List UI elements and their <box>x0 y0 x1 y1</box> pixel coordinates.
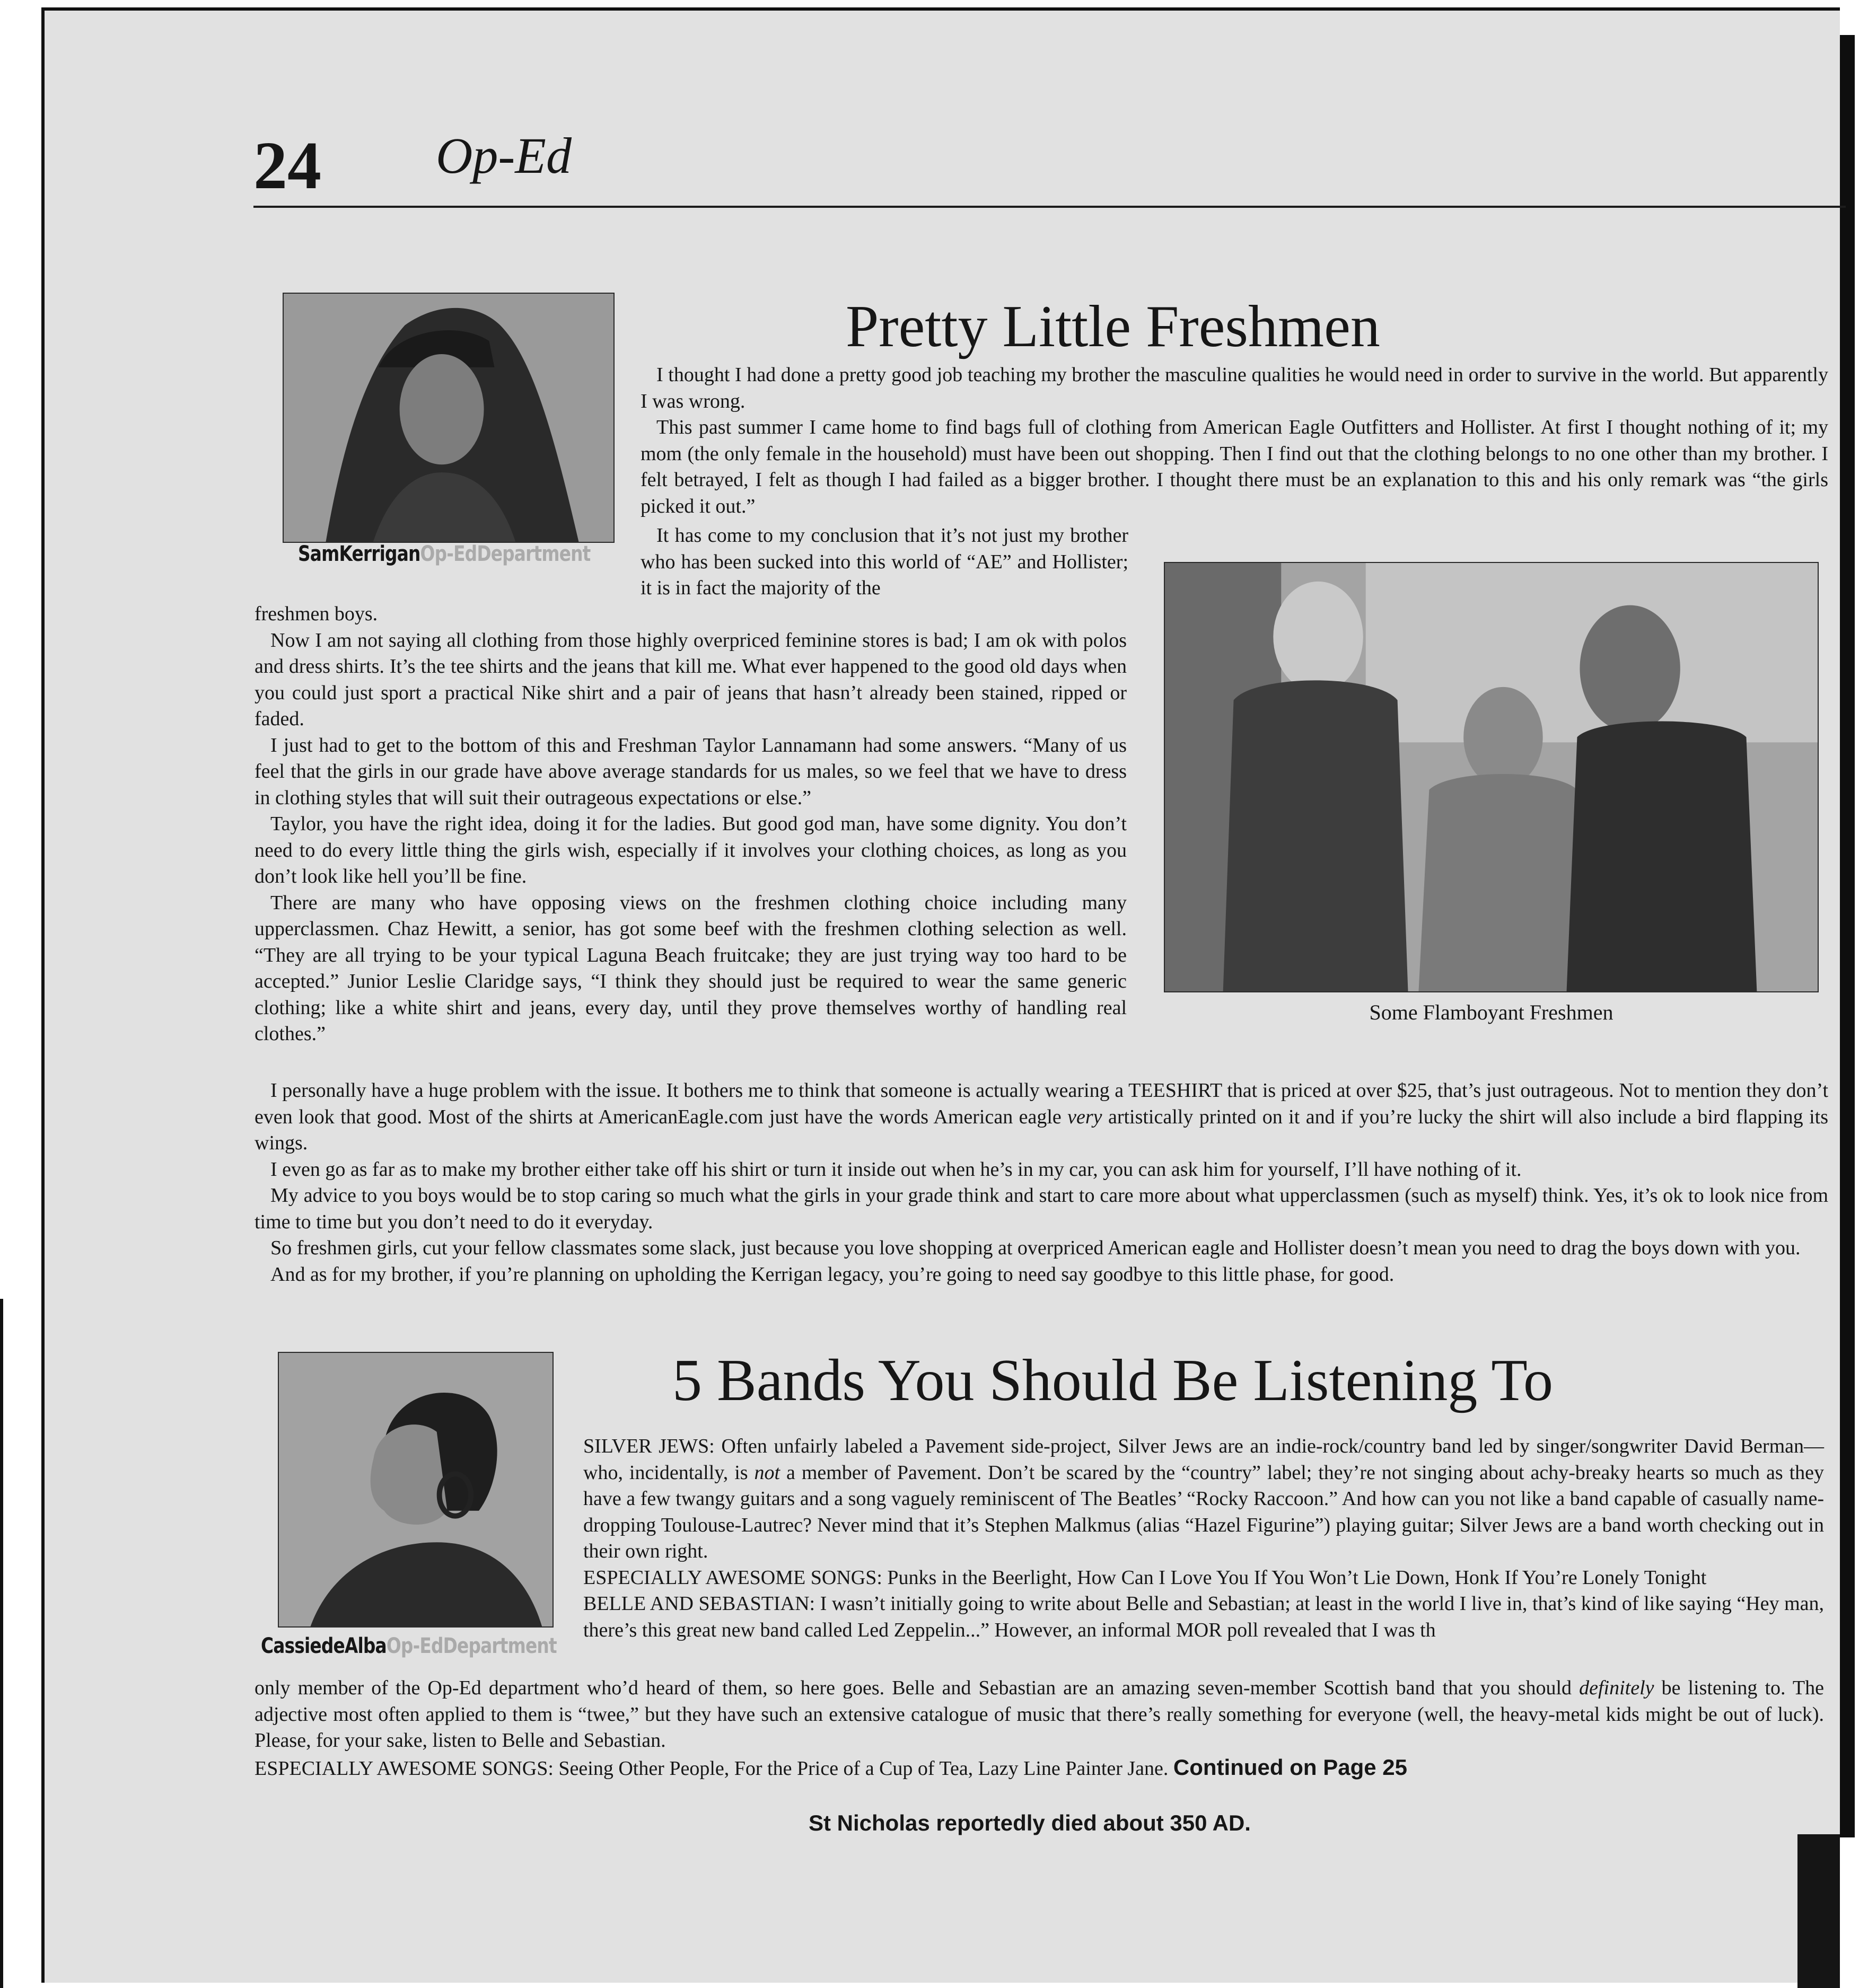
group-photo-three-freshmen-icon <box>1165 563 1818 991</box>
paragraph: There are many who have opposing views on the freshmen clothing choice including many upperclassmen. Chaz Hewitt, a senior, has got some beef with the freshmen clothing selection as well. “They are all trying to be your typical Laguna Beach fruitcake; they are just trying way too hard to be accepted.” Junior Leslie Claridge says, “I think they should just be required to wear the same generic clothing; like a white shirt and jeans, every day, until they prove themselves worthy of handling real clothes.” <box>255 891 1127 1045</box>
text-run: a member of Pavement. Don’t be scared by the “country” label; they’re not singing about achy-breaky hearts so much as they have a few twangy guitars and a song vaguely reminiscent of The Beatles’ “Rocky Raccoon.” And how can you not like a band capable of casually name-dropping Toulouse-Lautrec? Never mind that it’s Stephen Malkmus (alias “Hazel Figurine”) playing guitar; Silver Jews are a band worth checking out in their own right. <box>583 1461 1824 1562</box>
text-run: I personally have a huge problem with the issue. It bothers me to think that someone is actually wearing a TEESHIRT that is priced at over $25, that’s just outrageous. Not to mention they don’t even look that good. Most of the shirts at AmericanEagle.com just have the words American eagle <box>255 1079 1828 1128</box>
emphasis: not <box>754 1461 780 1484</box>
paragraph <box>255 1078 1828 1157</box>
paragraph-silver-jews-songs: ESPECIALLY AWESOME SONGS: Punks in the Beerlight, How Can I Love You If You Won’t Lie Down, Honk If You’re Lonely Tonight <box>583 1566 1707 1589</box>
footer-trivia-note: St Nicholas reportedly died about 350 AD. <box>809 1810 1251 1835</box>
emphasis: very <box>1067 1105 1102 1128</box>
photo-some-flamboyant-freshmen <box>1164 562 1819 992</box>
paragraph: I even go as far as to make my brother either take off his shirt or turn it inside out when he’s in my car, you can ask him for yourself, I’ll have nothing of it. <box>270 1158 1522 1181</box>
byline-name: CassiedeAlba <box>261 1634 387 1658</box>
paragraph-belle-start: BELLE AND SEBASTIAN: I wasn’t initially going to write about Belle and Sebastian; at least in the world I live in, that’s kind of like saying “Hey man, there’s this great new band called Led Zeppelin...” However, an informal MOR poll revealed that I was th <box>583 1593 1824 1641</box>
page-number: 24 <box>253 128 321 203</box>
section-name: Op-Ed <box>436 127 572 184</box>
scan-edge-right <box>1840 35 1855 1837</box>
paragraph-silver-jews <box>583 1433 1824 1565</box>
paragraph: And as for my brother, if you’re planning on upholding the Kerrigan legacy, you’re going to need say goodbye to this little phase, for good. <box>270 1263 1395 1286</box>
text-run: SILVER JEWS: Often unfairly labeled a Pavement side-project, Silver Jews are an indie-rock/country band led by singer/songwriter David Berman—who, incidentally, is <box>583 1435 1824 1484</box>
article1-top-text <box>641 362 1828 520</box>
byline-cassie-de-alba <box>261 1634 557 1658</box>
paragraph: I just had to get to the bottom of this and Freshman Taylor Lannamann had some answers. “Many of us feel that the girls in our grade have above average standards for us males, so we feel that we have to dress in clothing styles that will suit their outrageous expectations or else.” <box>255 734 1127 809</box>
text-run: ESPECIALLY AWESOME SONGS: Seeing Other People, For the Price of a Cup of Tea, Lazy Line Painter Jane. <box>255 1757 1169 1780</box>
paragraph: freshmen boys. <box>255 603 378 625</box>
paragraph: Now I am not saying all clothing from those highly overpriced feminine stores is bad; I am ok with polos and dress shirts. It’s the tee shirts and the jeans that kill me. What ever happened to the good old days when you could just sport a practical Nike shirt and a pair of jeans that hasn’t already been stained, ripped or faded. <box>255 629 1127 730</box>
paragraph: Taylor, you have the right idea, doing it for the ladies. But good god man, have some dignity. You don’t need to do every little thing the girls wish, especially if it involves your clothing choices, as long as you don’t look like hell you’ll be fine. <box>255 813 1127 887</box>
paragraph: So freshmen girls, cut your fellow classmates some slack, just because you love shopping at overpriced American eagle and Hollister doesn’t mean you need to drag the boys down with you. <box>270 1237 1801 1259</box>
paragraph: My advice to you boys would be to stop caring so much what the girls in your grade think and start to care more about what upperclassmen (such as myself) think. Yes, it’s ok to look nice from time to time but you don’t need to do it everyday. <box>255 1184 1828 1233</box>
header-rule <box>253 206 1846 208</box>
article2-full-text <box>255 1675 1824 1782</box>
text-run: be listening to. The adjective most often applied to them is “twee,” but they have such an extensive catalogue of music that there’s really something for everyone (well, the heavy-metal kids might be out of luck). Please, for your sake, listen to Belle and Sebastian. <box>255 1677 1824 1752</box>
byline-name: SamKerrigan <box>298 542 420 566</box>
headline-5-bands: 5 Bands You Should Be Listening To <box>672 1348 1553 1413</box>
portrait-photo-profile-student-icon <box>279 1353 552 1626</box>
article1-mid-text <box>641 523 1128 602</box>
byline-dept: Op-EdDepartment <box>386 1634 557 1658</box>
scan-edge-bottom <box>1797 1834 1840 1988</box>
continued-on-page: Continued on Page 25 <box>1173 1754 1407 1780</box>
byline-sam-kerrigan <box>298 542 591 566</box>
article1-bottom-text <box>255 1078 1828 1288</box>
emphasis: definitely <box>1579 1677 1654 1699</box>
author-photo-cassie-de-alba <box>278 1352 554 1628</box>
author-photo-sam-kerrigan <box>283 293 615 543</box>
paragraph: I thought I had done a pretty good job teaching my brother the masculine qualities he would need in order to survive in the world. But apparently I was wrong. <box>641 364 1828 412</box>
byline-dept: Op-EdDepartment <box>420 542 591 566</box>
paragraph-belle-songs <box>255 1754 1824 1782</box>
scan-edge-left <box>0 1299 3 1988</box>
paragraph: This past summer I came home to find bags full of clothing from American Eagle Outfitters and Hollister. At first I thought nothing of it; my mom (the only female in the household) must have been out shopping. Then I find out that the clothing belongs to no one other than my brother. I felt betrayed, I felt as though I had failed as a bigger brother. I thought there must be an explanation to this and his only remark was “the girls picked it out.” <box>641 416 1828 517</box>
paragraph-belle-rest <box>255 1675 1824 1754</box>
article2-right-text <box>583 1433 1824 1643</box>
photo-caption: Some Flamboyant Freshmen <box>1369 1000 1613 1024</box>
article1-left-column <box>255 601 1127 1048</box>
text-run: artistically printed on it and if you’re lucky the shirt will also include a bird flapping its wings. <box>255 1105 1828 1154</box>
portrait-photo-hooded-student-icon <box>284 294 613 542</box>
text-run: only member of the Op-Ed department who’d heard of them, so here goes. Belle and Sebastian are an amazing seven-member Scottish band that you should <box>255 1677 1580 1699</box>
paragraph: It has come to my conclusion that it’s not just my brother who has been sucked into this world of “AE” and Hollister; it is in fact the majority of the <box>641 524 1128 599</box>
headline-pretty-little-freshmen: Pretty Little Freshmen <box>846 294 1380 359</box>
